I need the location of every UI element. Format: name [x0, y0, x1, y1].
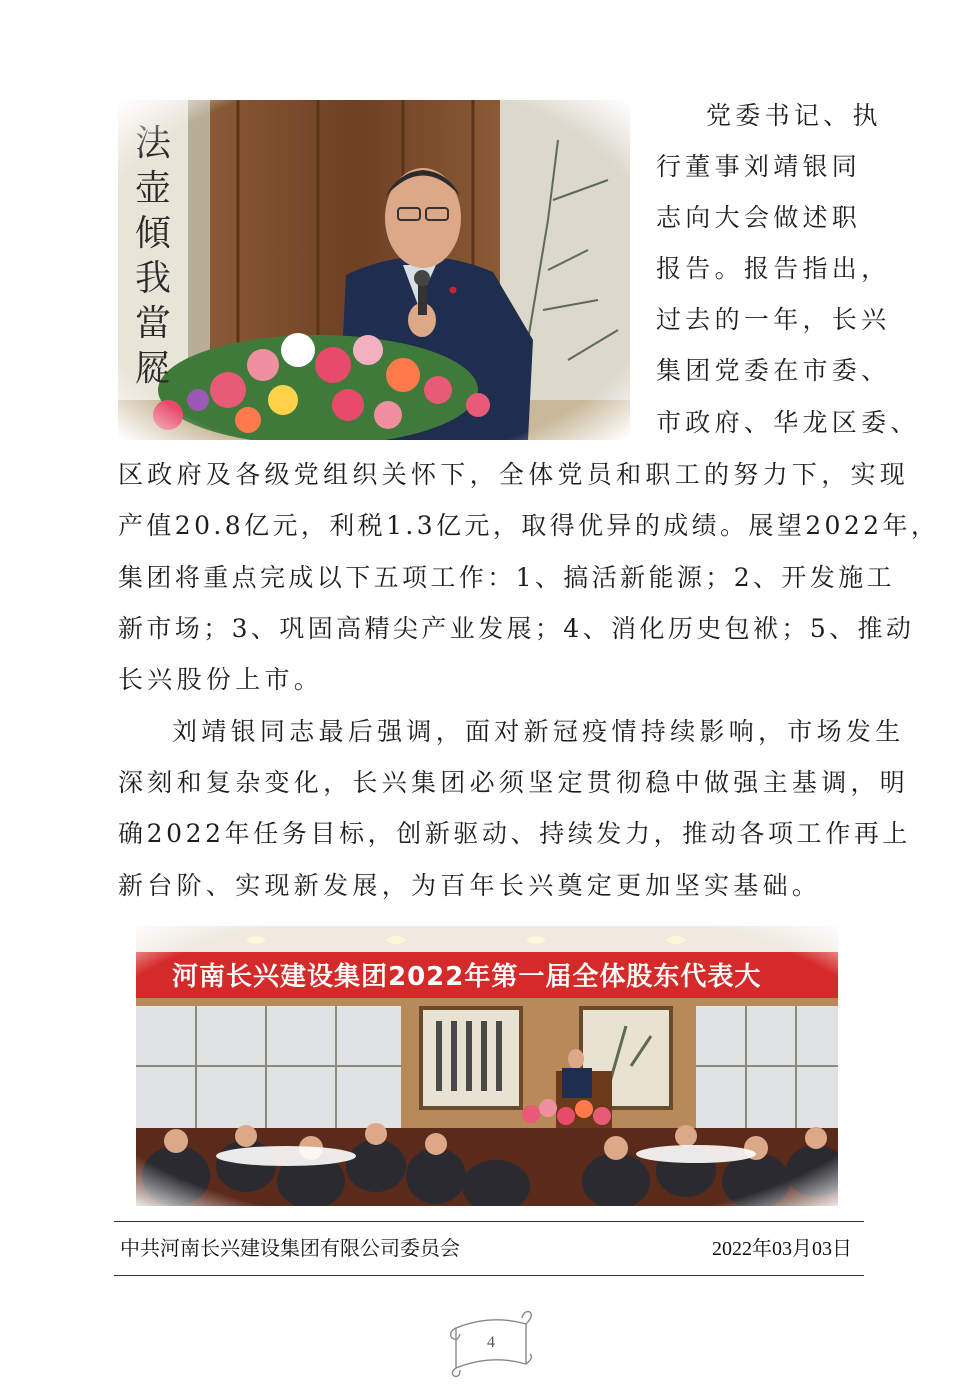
body-line: 新台阶、实现新发展，为百年长兴奠定更加坚实基础。 [118, 871, 822, 900]
footer-date: 2022年03月03日 [712, 1238, 852, 1260]
speaker-photo [118, 100, 630, 440]
footer-organization: 中共河南长兴建设集团有限公司委员会 [120, 1238, 460, 1260]
body-line: 深刻和复杂变化，长兴集团必须坚定贯彻稳中做强主基调，明 [118, 768, 910, 797]
page-number: 4 [487, 1334, 495, 1351]
body-line: 集团将重点完成以下五项工作：1、搞活新能源；2、开发施工 [118, 563, 896, 592]
body-line: 刘靖银同志最后强调，面对新冠疫情持续影响，市场发生 [172, 717, 905, 746]
body-line: 党委书记、执 [706, 101, 882, 130]
body-line: 确2022年任务目标，创新驱动、持续发力，推动各项工作再上 [118, 819, 912, 848]
body-line: 长兴股份上市。 [118, 665, 324, 694]
body-line: 新市场；3、巩固高精尖产业发展；4、消化历史包袱；5、推动 [118, 614, 915, 643]
body-line: 志向大会做述职 [656, 203, 862, 232]
body-line: 过去的一年，长兴 [656, 305, 891, 334]
footer-top-rule [114, 1221, 864, 1222]
footer-bottom-rule [114, 1275, 864, 1276]
body-line: 区政府及各级党组织关怀下，全体党员和职工的努力下，实现 [118, 460, 910, 489]
body-line: 市政府、华龙区委、 [656, 408, 920, 437]
body-line: 报告。报告指出， [656, 254, 891, 283]
body-line: 集团党委在市委、 [656, 356, 891, 385]
body-line: 行董事刘靖银同 [656, 152, 862, 181]
body-line: 产值20.8亿元，利税1.3亿元，取得优异的成绩。展望2022年， [118, 511, 940, 540]
meeting-hall-photo [136, 926, 838, 1206]
